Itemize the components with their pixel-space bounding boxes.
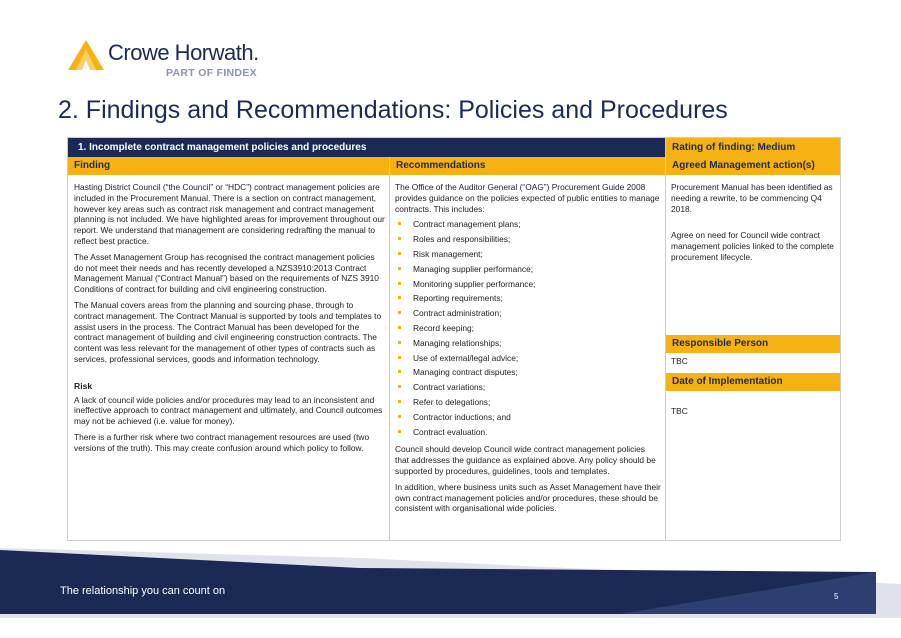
list-item: Contract evaluation. xyxy=(395,427,661,442)
agreed-action-paragraph: Procurement Manual has been identified as needing a rewrite, to be commencing Q4 2018. xyxy=(671,182,833,214)
implementation-date-value: TBC xyxy=(671,406,688,416)
list-item: Reporting requirements; xyxy=(395,293,661,308)
risk-paragraph: A lack of council wide policies and/or procedures may lead to an inconsistent and ineffective approach to contract management and ultimately, and Council outcomes may not be achieved (i.e. value for money). xyxy=(74,394,383,427)
finding-header: Finding xyxy=(68,157,389,175)
rating-header: Rating of finding: Medium xyxy=(666,138,840,157)
finding-paragraph: Hasting District Council (“the Council” or “HDC”) contract management policies are included in the Procurement Manual. There is a section on contract management, however key areas such as contract risk management and contract management planning is not included. We have highlighted areas for improvement throughout our report. We understand that management are considering redrafting the manual to reflect best practice. xyxy=(74,182,385,246)
recommendations-closing: In addition, where business units such as Asset Management have their own contract management policies and/or procedures, these should be consistent with organisational wide policies. xyxy=(395,481,661,514)
footer-band xyxy=(0,548,901,618)
footer-tagline: The relationship you can count on xyxy=(60,585,226,597)
list-item: Contract administration; xyxy=(395,308,661,323)
list-item: Managing supplier performance; xyxy=(395,264,661,279)
list-item: Contract management plans; xyxy=(395,219,661,234)
recommendations-list xyxy=(395,219,661,441)
crowe-horwath-logo xyxy=(68,38,268,82)
logo-subtitle: PART OF FINDEX xyxy=(166,67,257,79)
recommendations-closing: Council should develop Council wide contract management policies that addresses the guidance as explained above. Any policy should be supported by procedures, guidelines, tools and templates. xyxy=(395,444,656,476)
responsible-person-header: Responsible Person xyxy=(666,335,840,353)
recommendations-intro: The Office of the Auditor General (“OAG”) Procurement Guide 2008 provides guidance on the policies expected of public entities to manage contracts. This includes: xyxy=(395,182,660,214)
agreed-actions-body xyxy=(671,182,837,268)
implementation-date-header: Date of Implementation xyxy=(666,373,840,391)
list-item: Managing contract disputes; xyxy=(395,367,661,382)
risk-heading: Risk xyxy=(74,380,93,391)
issue-title-bar: 1. Incomplete contract management policies and procedures xyxy=(68,138,665,157)
list-item: Roles and responsibilities; xyxy=(395,234,661,249)
crowe-chevron-logo-icon xyxy=(68,40,104,70)
recommendations-header: Recommendations xyxy=(390,157,665,175)
finding-paragraph: The Manual covers areas from the planning and sourcing phase, through to contract management. The Contract Manual is supported by tools and templates to assist users in the process. The Contract Manual has been developed for the contract management of building and civil engineering construction contracts. The content was less relevant for the management of other types of contracts such as services, professional services, goods and information technology. xyxy=(74,299,382,364)
list-item: Contract variations; xyxy=(395,382,661,397)
list-item: Record keeping; xyxy=(395,323,661,338)
risk-paragraph: There is a further risk where two contract management resources are used (two versions of the truth). This may create confusion around which policy to follow. xyxy=(74,431,370,453)
agreed-action-paragraph: Agree on need for Council wide contract management policies linked to the complete procurement lifecycle. xyxy=(671,230,834,262)
page-title: 2. Findings and Recommendations: Policies and Procedures xyxy=(58,96,728,124)
list-item: Use of external/legal advice; xyxy=(395,353,661,368)
list-item: Risk management; xyxy=(395,249,661,264)
agreed-actions-header: Agreed Management action(s) xyxy=(666,157,840,175)
logo-brand-text: Crowe Horwath. xyxy=(108,40,259,65)
list-item: Contractor inductions; and xyxy=(395,412,661,427)
list-item: Managing relationships; xyxy=(395,338,661,353)
list-item: Monitoring supplier performance; xyxy=(395,279,661,294)
responsible-person-value: TBC xyxy=(671,356,688,366)
findings-table xyxy=(67,137,841,541)
finding-paragraph: The Asset Management Group has recognised the contract management policies do not meet their needs and has recently developed a NZS3910:2013 Contract Management Manual (“Contract Manual”) based on the requirements of NZS 3910 Conditions of contract for building and civil engineering construction. xyxy=(74,251,379,295)
recommendations-body xyxy=(395,182,661,519)
page-number: 5 xyxy=(834,592,839,601)
finding-body xyxy=(74,182,385,459)
list-item: Refer to delegations; xyxy=(395,397,661,412)
